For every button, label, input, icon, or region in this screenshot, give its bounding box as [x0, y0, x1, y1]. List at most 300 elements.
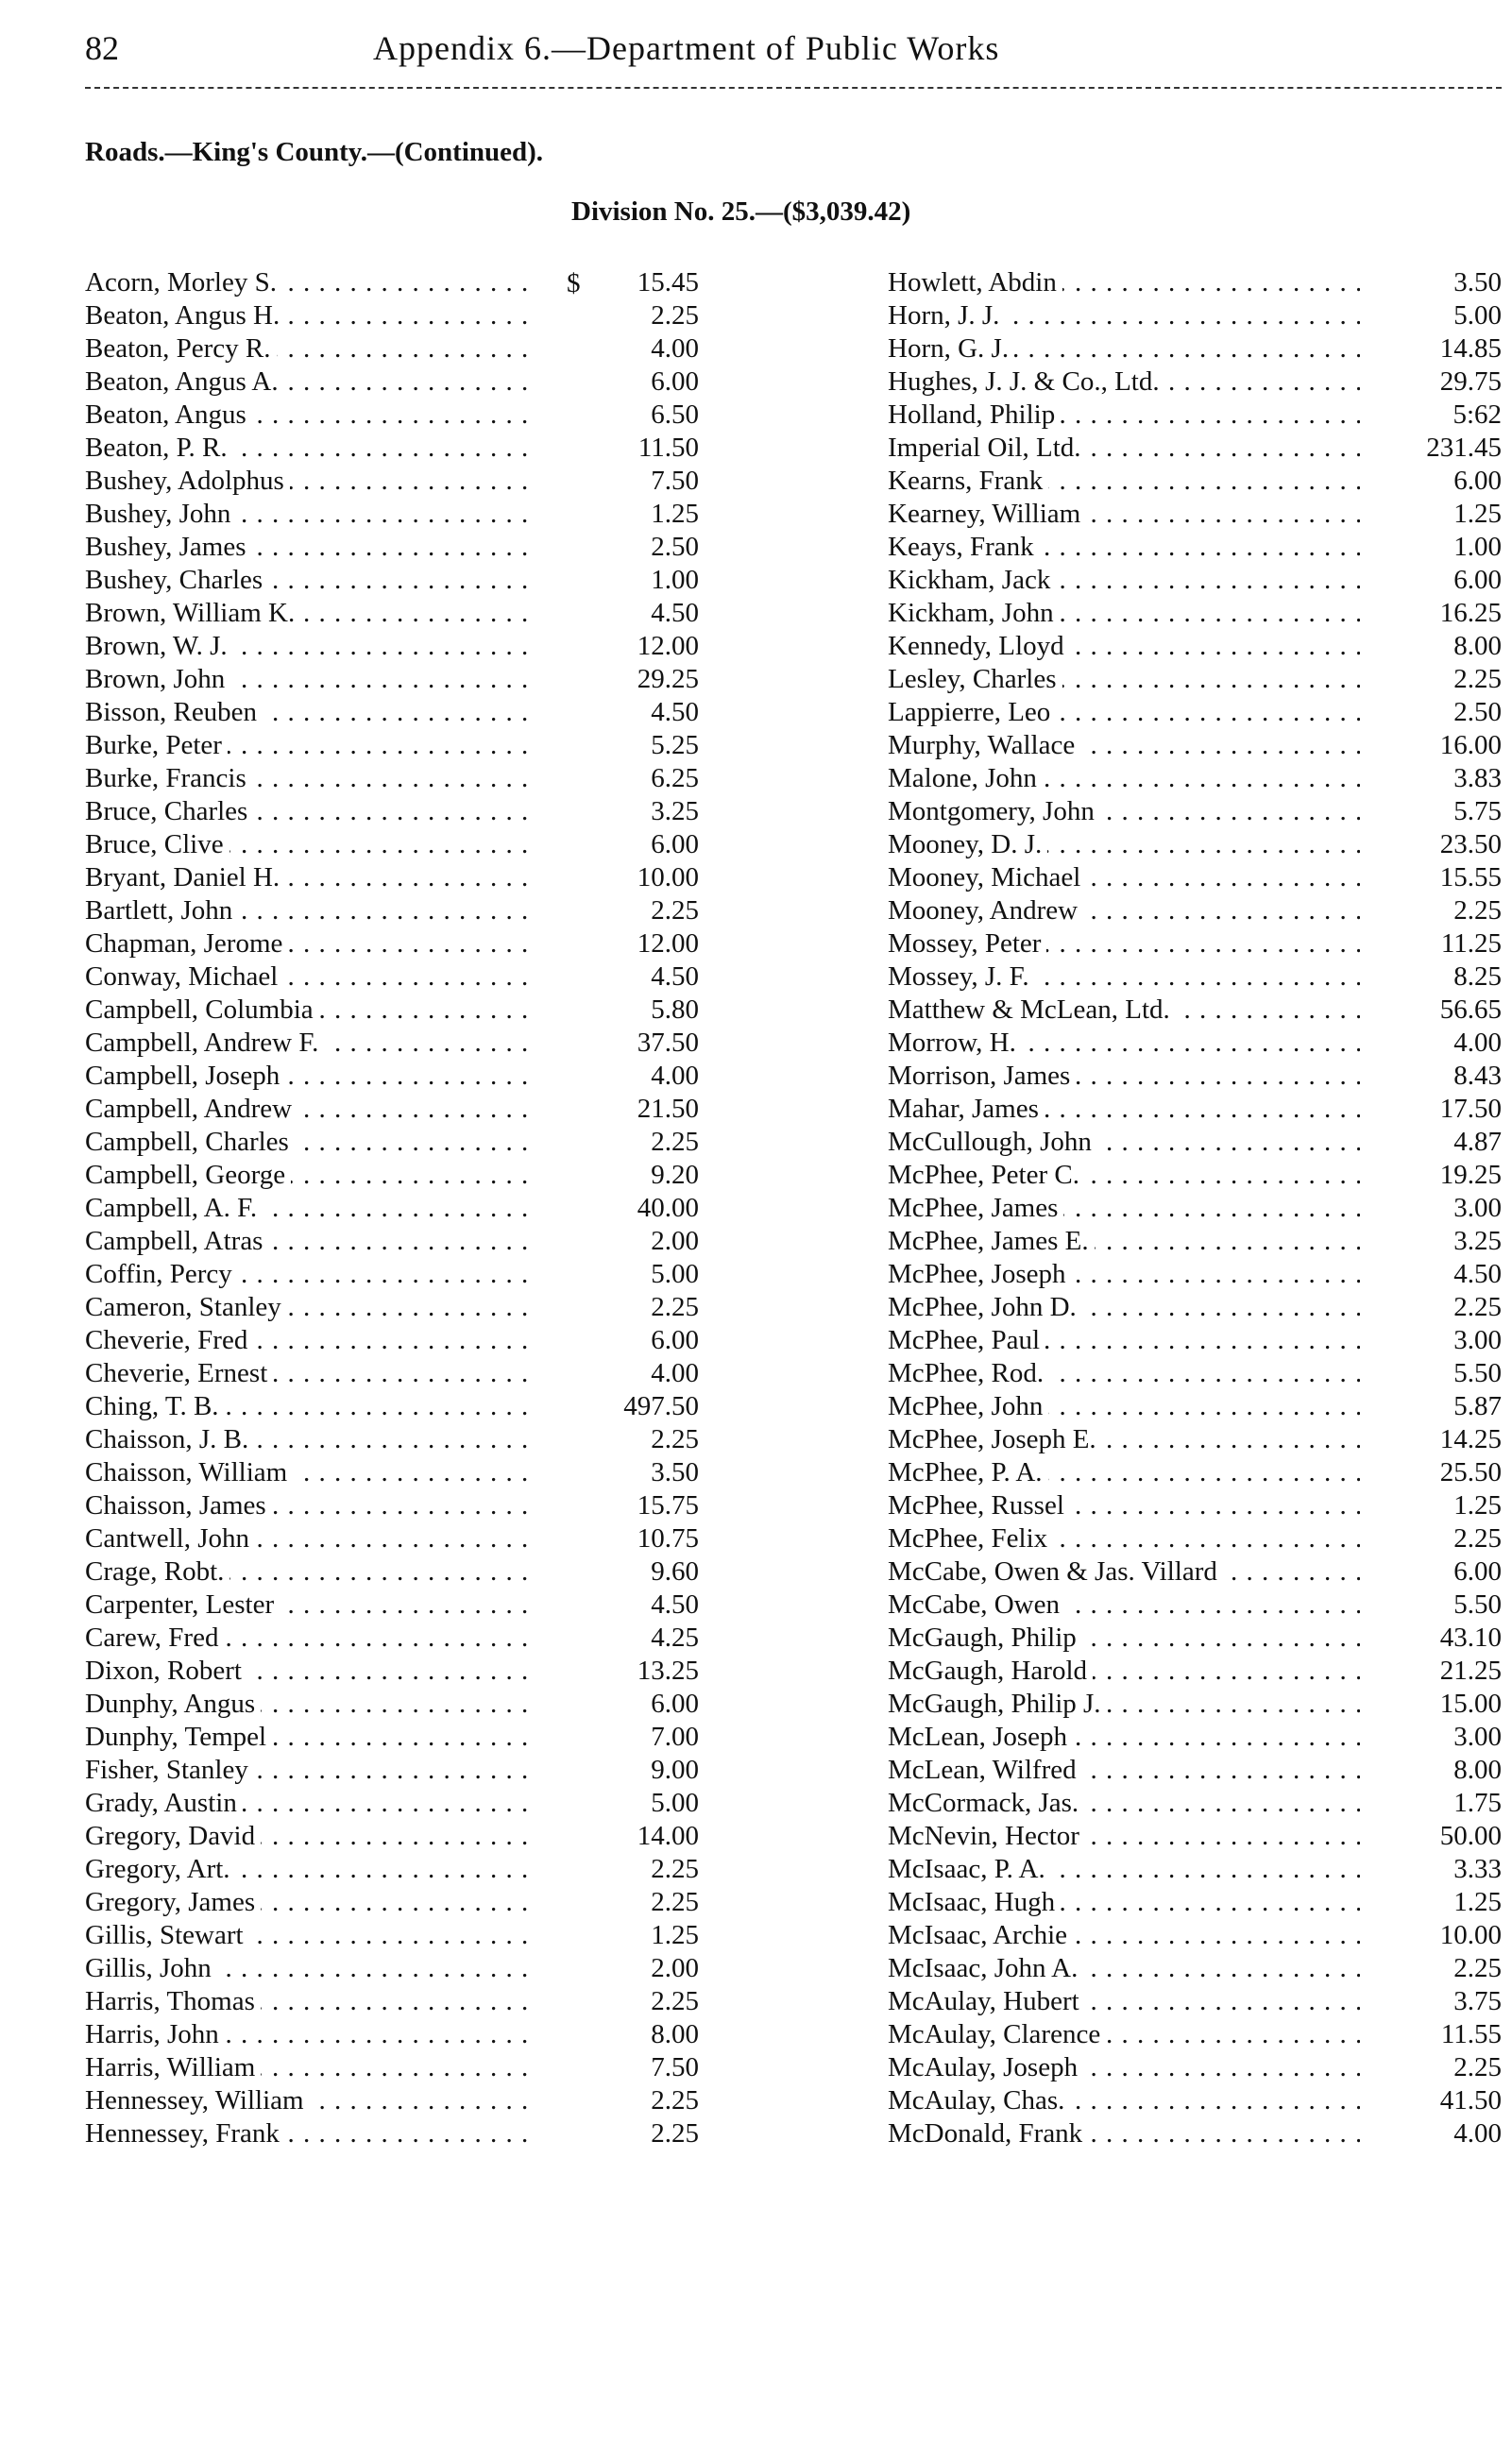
payee-name-text: McIsaac, Hugh [888, 1887, 1061, 1917]
payee-name-text: Chaisson, J. B. [85, 1424, 254, 1454]
list-item [888, 365, 1502, 399]
payee-name [888, 1423, 1360, 1456]
payee-name-text: Coffin, Percy [85, 1259, 238, 1289]
payee-name [85, 927, 538, 960]
payee-name-text: McLean, Wilfred [888, 1755, 1082, 1785]
payee-name-text: McIsaac, Archie [888, 1920, 1073, 1950]
payee-name-text: Carpenter, Lester [85, 1589, 280, 1620]
payee-name [85, 1886, 538, 1919]
payment-amount: 3.25 [1453, 1226, 1502, 1256]
payee-name [85, 498, 538, 531]
payee-name [85, 1357, 538, 1390]
payment-amount: 10.75 [637, 1523, 699, 1554]
payee-name-text: Cheverie, Ernest [85, 1358, 273, 1388]
list-item [888, 1589, 1502, 1622]
payee-name [85, 1390, 538, 1423]
payment-amount: 5.75 [1453, 796, 1502, 826]
list-item [888, 2018, 1502, 2051]
payee-name-text: Bruce, Clive [85, 829, 229, 859]
payee-name-text: Ching, T. B. [85, 1391, 225, 1421]
payee-name-text: McGaugh, Philip J. [888, 1689, 1107, 1719]
list-item [85, 762, 699, 795]
payee-name [888, 1093, 1360, 1126]
payee-name [888, 1225, 1360, 1258]
payee-name [85, 1225, 538, 1258]
payee-name-text: Fisher, Stanley [85, 1755, 254, 1785]
payment-amount: 5.00 [651, 1259, 699, 1289]
payment-amount: 14.00 [637, 1821, 699, 1851]
payee-name [85, 960, 538, 994]
payment-amount: 4.00 [651, 333, 699, 364]
payee-name-text: McDonald, Frank [888, 2118, 1088, 2149]
payee-name-text: Lesley, Charles [888, 664, 1062, 694]
payee-name-text: Burke, Peter [85, 730, 228, 760]
payment-amount: 2.25 [651, 1854, 699, 1884]
list-item [888, 1258, 1502, 1291]
payee-name [888, 1754, 1360, 1787]
payee-name-text: Mossey, Peter [888, 928, 1046, 959]
division-title: Division No. 25.—($3,039.42) [571, 196, 911, 227]
list-item [85, 564, 699, 597]
payment-amount: 1.00 [651, 565, 699, 595]
payee-name-text: Bartlett, John [85, 895, 238, 926]
payee-name [85, 1952, 538, 1985]
list-item [888, 696, 1502, 729]
list-item [888, 1390, 1502, 1423]
list-item [85, 1357, 699, 1390]
payee-name [85, 1622, 538, 1655]
payee-name [85, 1985, 538, 2018]
payee-name-text: Campbell, Charles [85, 1127, 295, 1157]
payee-name [85, 762, 538, 795]
list-item [85, 1489, 699, 1522]
payee-name [85, 1688, 538, 1721]
payee-name [85, 1027, 538, 1060]
payee-name [888, 564, 1360, 597]
section-title: Roads.—King's County.—(Continued). [85, 137, 544, 167]
list-item [85, 1853, 699, 1886]
payee-name-text: McPhee, John D. [888, 1292, 1082, 1322]
list-item [85, 1423, 699, 1456]
payment-amount: 17.50 [1439, 1094, 1502, 1124]
payee-name-text: Acorn, Morley S. [85, 267, 282, 297]
list-item [888, 1192, 1502, 1225]
payee-name [888, 2084, 1360, 2117]
payment-amount: 6.00 [651, 1325, 699, 1355]
payee-name-text: Beaton, Percy R. [85, 333, 277, 364]
payment-amount: 6.00 [1453, 565, 1502, 595]
payee-name-text: Brown, William K. [85, 598, 300, 628]
list-item [888, 1225, 1502, 1258]
payee-name-text: Dixon, Robert [85, 1656, 247, 1686]
payee-name [85, 2051, 538, 2084]
payment-amount: 6.50 [651, 399, 699, 430]
payee-name [85, 1324, 538, 1357]
list-item [888, 861, 1502, 894]
list-item [85, 729, 699, 762]
payee-name [888, 1787, 1360, 1820]
list-item [85, 1985, 699, 2018]
list-item [888, 1919, 1502, 1952]
payee-name-text: Gillis, Stewart [85, 1920, 249, 1950]
payment-amount: 2.25 [1453, 1292, 1502, 1322]
payee-name [85, 1159, 538, 1192]
list-item [85, 266, 699, 299]
payee-name [888, 1820, 1360, 1853]
payee-name-text: McPhee, Rod. [888, 1358, 1049, 1388]
list-item [85, 465, 699, 498]
payee-name [888, 630, 1360, 663]
payee-name-text: Howlett, Abdin [888, 267, 1062, 297]
payee-name-text: Beaton, P. R. [85, 433, 233, 463]
payment-amount: 40.00 [637, 1193, 699, 1223]
payee-name [888, 1655, 1360, 1688]
page-number: 82 [85, 29, 119, 67]
list-item [85, 1291, 699, 1324]
list-item [888, 465, 1502, 498]
payee-name-text: Mossey, J. F. [888, 961, 1035, 992]
payment-amount: 4.00 [651, 1061, 699, 1091]
payee-name [85, 795, 538, 828]
list-item [85, 861, 699, 894]
payee-name [888, 894, 1360, 927]
list-item [85, 1754, 699, 1787]
payee-name-text: Bushey, Charles [85, 565, 268, 595]
payment-amount: 2.25 [651, 1127, 699, 1157]
payment-amount: 2.25 [1453, 1953, 1502, 1983]
payment-amount: 2.25 [1453, 895, 1502, 926]
list-item [888, 663, 1502, 696]
list-item [85, 1390, 699, 1423]
payee-name [85, 597, 538, 630]
header-rule [85, 87, 1502, 89]
payee-name [888, 1027, 1360, 1060]
payee-name-text: Bisson, Reuben [85, 697, 263, 727]
payee-name [888, 365, 1360, 399]
payee-name-text: Dunphy, Tempel [85, 1722, 272, 1752]
payment-amount: 29.25 [637, 664, 699, 694]
list-item [888, 1754, 1502, 1787]
payee-name [888, 762, 1360, 795]
payee-name-text: Crage, Robt. [85, 1556, 229, 1587]
payment-amount: 2.00 [651, 1226, 699, 1256]
payment-amount: 5:62 [1453, 399, 1502, 430]
payee-name-text: Malone, John [888, 763, 1043, 793]
payee-name [888, 729, 1360, 762]
list-item [85, 531, 699, 564]
payment-amount: 6.00 [651, 1689, 699, 1719]
list-item [85, 1952, 699, 1985]
payee-name [85, 1853, 538, 1886]
payment-amount: 3.50 [651, 1457, 699, 1487]
payment-amount: 9.60 [651, 1556, 699, 1587]
payee-name [85, 994, 538, 1027]
payee-name-text: McPhee, Joseph E. [888, 1424, 1102, 1454]
payment-amount: 1.75 [1453, 1788, 1502, 1818]
payee-name [888, 1919, 1360, 1952]
list-item [85, 630, 699, 663]
payee-name [85, 894, 538, 927]
payee-name-text: McCabe, Owen & Jas. Villard [888, 1556, 1223, 1587]
payment-amount: 4.50 [1453, 1259, 1502, 1289]
payee-name [85, 2018, 538, 2051]
payment-amount: 8.25 [1453, 961, 1502, 992]
payment-amount: 4.87 [1453, 1127, 1502, 1157]
payment-amount: 1.00 [1453, 532, 1502, 562]
payment-amount: 10.00 [637, 862, 699, 892]
page-title: Appendix 6.—Department of Public Works [373, 29, 1000, 67]
payee-name [888, 2051, 1360, 2084]
payee-name [85, 299, 538, 332]
list-item [85, 1060, 699, 1093]
list-item [85, 332, 699, 365]
payment-amount: 1.25 [1453, 1887, 1502, 1917]
payment-amount: 2.25 [1453, 2052, 1502, 2082]
payee-name-text: Bruce, Charles [85, 796, 253, 826]
payment-amount: 10.00 [1439, 1920, 1502, 1950]
payee-name [85, 1820, 538, 1853]
payee-name [85, 1060, 538, 1093]
payee-name [85, 1093, 538, 1126]
payment-amount: 9.00 [651, 1755, 699, 1785]
payee-name-text: McCullough, John [888, 1127, 1097, 1157]
payee-name [888, 531, 1360, 564]
payee-name-text: Cheverie, Fred [85, 1325, 253, 1355]
payment-amount: 2.25 [651, 1986, 699, 2016]
list-item [85, 1027, 699, 1060]
payee-name [85, 1787, 538, 1820]
payee-name-text: Campbell, Andrew [85, 1094, 297, 1124]
payee-name-text: McAulay, Chas. [888, 2085, 1070, 2116]
list-item [888, 630, 1502, 663]
payment-amount: 15.75 [637, 1490, 699, 1521]
payee-name [888, 1258, 1360, 1291]
payment-amount: 2.00 [651, 1953, 699, 1983]
payee-name-text: Horn, J. J. [888, 300, 1005, 331]
page-header [85, 28, 1502, 70]
list-item [888, 2051, 1502, 2084]
payee-name-text: McGaugh, Harold [888, 1656, 1093, 1686]
payee-name [85, 696, 538, 729]
payee-name [888, 399, 1360, 432]
list-item [888, 1489, 1502, 1522]
payee-name [85, 1589, 538, 1622]
list-item [888, 299, 1502, 332]
payee-name [85, 1754, 538, 1787]
payee-name-text: Carew, Fred [85, 1623, 224, 1653]
payee-name-text: Grady, Austin [85, 1788, 243, 1818]
payee-name [85, 432, 538, 465]
payee-name [85, 1721, 538, 1754]
payment-amount: 21.25 [1439, 1656, 1502, 1686]
payee-name-text: McPhee, Russel [888, 1490, 1070, 1521]
list-item [888, 1787, 1502, 1820]
payee-name-text: Cantwell, John [85, 1523, 255, 1554]
list-item [85, 498, 699, 531]
payment-amount: 3.00 [1453, 1193, 1502, 1223]
payee-name-text: Kennedy, Lloyd [888, 631, 1070, 661]
payee-name [85, 465, 538, 498]
list-item [888, 1159, 1502, 1192]
payee-name [888, 795, 1360, 828]
list-item [888, 1886, 1502, 1919]
list-item [888, 1985, 1502, 2018]
payee-name-text: Hennessey, Frank [85, 2118, 285, 2149]
payee-name-text: McPhee, Paul [888, 1325, 1045, 1355]
list-item [85, 1787, 699, 1820]
list-item [888, 994, 1502, 1027]
payee-name-text: Brown, John [85, 664, 230, 694]
payment-amount: 12.00 [637, 928, 699, 959]
payment-amount: 5.80 [651, 994, 699, 1025]
payment-amount: 4.00 [1453, 1028, 1502, 1058]
payee-name-text: Gillis, John [85, 1953, 217, 1983]
payee-name [888, 2018, 1360, 2051]
payment-amount: 15.45 [637, 267, 699, 297]
payment-amount: 14.25 [1439, 1424, 1502, 1454]
list-item [888, 1456, 1502, 1489]
payment-amount: 4.50 [651, 697, 699, 727]
payment-amount: 3.50 [1453, 267, 1502, 297]
list-item [888, 531, 1502, 564]
payee-name-text: Hughes, J. J. & Co., Ltd. [888, 366, 1165, 397]
payee-name [888, 432, 1360, 465]
payment-amount: 16.00 [1439, 730, 1502, 760]
list-item [888, 1688, 1502, 1721]
list-item [85, 795, 699, 828]
payee-name [888, 1489, 1360, 1522]
payment-amount: 23.50 [1439, 829, 1502, 859]
payee-name [85, 564, 538, 597]
payment-amount: 497.50 [623, 1391, 699, 1421]
payment-amount: 4.50 [651, 1589, 699, 1620]
payment-amount: 41.50 [1439, 2085, 1502, 2116]
payment-amount: 3.75 [1453, 1986, 1502, 2016]
payee-name [888, 1853, 1360, 1886]
payment-amount: 3.33 [1453, 1854, 1502, 1884]
payee-name [888, 1192, 1360, 1225]
payment-amount: 1.25 [651, 1920, 699, 1950]
payee-name [888, 960, 1360, 994]
list-item [85, 1589, 699, 1622]
list-item [888, 1853, 1502, 1886]
payee-name [85, 1291, 538, 1324]
payment-amount: 3.00 [1453, 1722, 1502, 1752]
list-item [888, 1820, 1502, 1853]
payment-amount: 8.00 [1453, 631, 1502, 661]
payee-name-text: Hennessey, William [85, 2085, 310, 2116]
payment-amount: 4.50 [651, 961, 699, 992]
payee-name [888, 1456, 1360, 1489]
payment-amount: 4.00 [1453, 2118, 1502, 2149]
list-item [85, 1522, 699, 1555]
payee-name [85, 1126, 538, 1159]
payment-amount: 6.00 [651, 829, 699, 859]
payment-amount: 2.25 [651, 895, 699, 926]
payee-name [888, 299, 1360, 332]
payee-name-text: Beaton, Angus A. [85, 366, 284, 397]
payment-amount: 21.50 [637, 1094, 699, 1124]
payee-name [888, 1324, 1360, 1357]
left-column [85, 266, 699, 2150]
payee-name [888, 828, 1360, 861]
payee-name-text: Harris, Thomas [85, 1986, 261, 2016]
list-item [888, 795, 1502, 828]
payee-name [85, 2084, 538, 2117]
right-column [888, 266, 1502, 2150]
payment-amount: 1.25 [651, 499, 699, 529]
payee-name-text: Bushey, James [85, 532, 252, 562]
payee-name [85, 266, 538, 299]
payment-amount: 4.50 [651, 598, 699, 628]
payee-name [85, 729, 538, 762]
payment-amount: 2.50 [651, 532, 699, 562]
payee-name-text: McAulay, Clarence [888, 2019, 1106, 2049]
list-item [888, 1952, 1502, 1985]
payment-amount: 6.25 [651, 763, 699, 793]
list-item [85, 1258, 699, 1291]
payee-name-text: Burke, Francis [85, 763, 252, 793]
list-item [85, 828, 699, 861]
list-item [888, 1522, 1502, 1555]
payee-name-text: Mooney, Michael [888, 862, 1086, 892]
list-item [85, 960, 699, 994]
list-item [888, 1126, 1502, 1159]
payee-name [888, 861, 1360, 894]
payee-name-text: Brown, W. J. [85, 631, 233, 661]
payment-amount: 4.25 [651, 1623, 699, 1653]
payee-name-text: McPhee, Felix [888, 1523, 1053, 1554]
list-item [888, 960, 1502, 994]
payee-name-text: Dunphy, Angus [85, 1689, 261, 1719]
payment-amount: 50.00 [1439, 1821, 1502, 1851]
payment-amount: 56.65 [1439, 994, 1502, 1025]
payment-amount: 6.00 [1453, 1556, 1502, 1587]
payee-name-text: Keays, Frank [888, 532, 1040, 562]
list-item [85, 994, 699, 1027]
list-item [888, 2117, 1502, 2150]
payment-amount: 2.25 [1453, 1523, 1502, 1554]
payee-name-text: McGaugh, Philip [888, 1623, 1082, 1653]
payee-name-text: McAulay, Joseph [888, 2052, 1083, 2082]
list-item [888, 399, 1502, 432]
list-item [85, 1324, 699, 1357]
payment-amount: 9.20 [651, 1160, 699, 1190]
payee-name-text: Chaisson, William [85, 1457, 293, 1487]
payment-amount: 6.00 [651, 366, 699, 397]
payment-amount: 15.55 [1439, 862, 1502, 892]
list-item [85, 1555, 699, 1589]
payment-amount: 8.43 [1453, 1061, 1502, 1091]
payee-name [888, 1886, 1360, 1919]
list-item [888, 1324, 1502, 1357]
payee-name [85, 2117, 538, 2150]
list-item [888, 432, 1502, 465]
payee-name [85, 531, 538, 564]
list-item [888, 332, 1502, 365]
payment-amount: 29.75 [1439, 366, 1502, 397]
list-item [85, 1820, 699, 1853]
list-item [888, 1291, 1502, 1324]
list-item [85, 1159, 699, 1192]
payment-amount: 15.00 [1439, 1689, 1502, 1719]
payee-name-text: Campbell, Columbia [85, 994, 319, 1025]
list-item [85, 894, 699, 927]
payment-amount: 5.00 [651, 1788, 699, 1818]
list-item [85, 1225, 699, 1258]
payee-name-text: Bushey, John [85, 499, 236, 529]
payee-name [888, 1688, 1360, 1721]
